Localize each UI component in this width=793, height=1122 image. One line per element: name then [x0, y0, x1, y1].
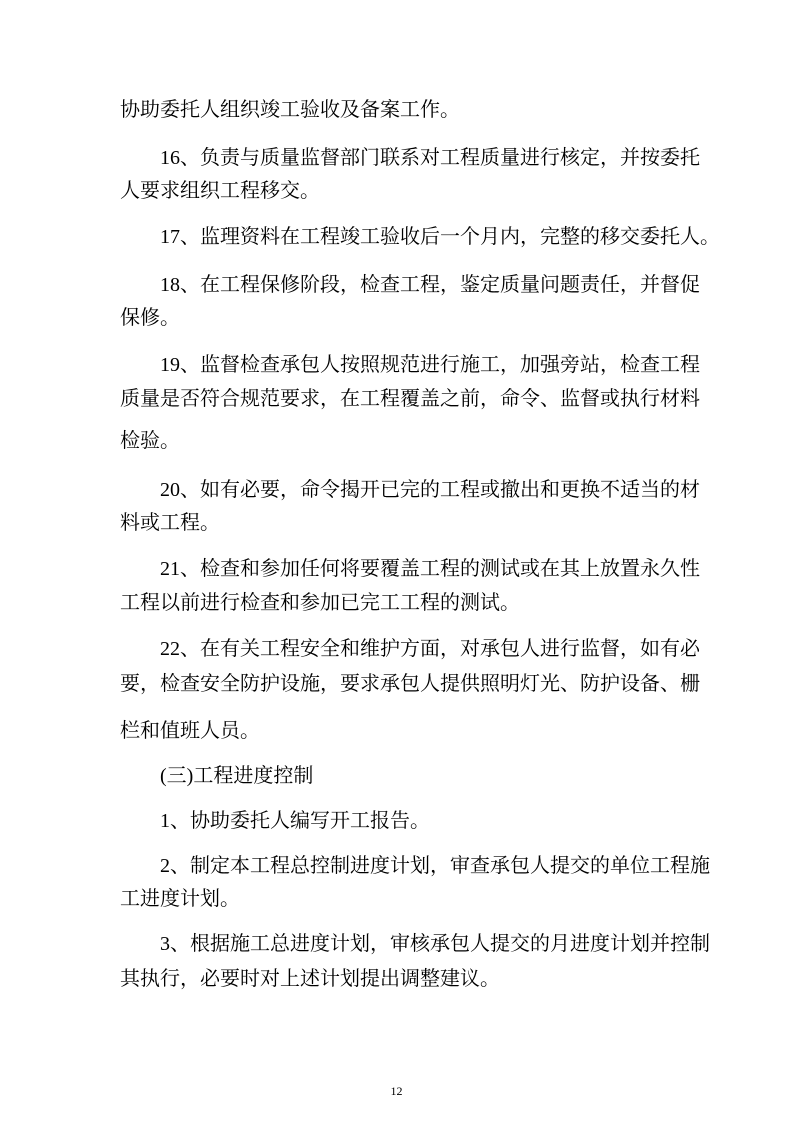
text-line: 19、监督检查承包人按照规范进行施工，加强旁站，检查工程	[160, 354, 700, 376]
text-line: 20、如有必要，命令揭开已完的工程或撤出和更换不适当的材	[160, 479, 700, 501]
text-line: 协助委托人组织竣工验收及备案工作。	[120, 99, 460, 121]
text-line: 21、检查和参加任何将要覆盖工程的测试或在其上放置永久性	[160, 558, 700, 580]
text-line: 检验。	[120, 430, 180, 452]
text-line: 栏和值班人员。	[120, 720, 260, 742]
text-line: 工进度计划。	[120, 888, 240, 910]
text-line: 人要求组织工程移交。	[120, 180, 320, 202]
text-line: 3、根据施工总进度计划，审核承包人提交的月进度计划并控制	[160, 933, 710, 955]
text-line: 1、协助委托人编写开工报告。	[160, 810, 430, 832]
text-line: 工程以前进行检查和参加已完工工程的测试。	[120, 592, 520, 614]
text-line: 质量是否符合规范要求，在工程覆盖之前，命令、监督或执行材料	[120, 388, 700, 410]
text-line: 其执行，必要时对上述计划提出调整建议。	[120, 968, 500, 990]
section-heading: (三)工程进度控制	[160, 765, 314, 787]
text-line: 17、监理资料在工程竣工验收后一个月内，完整的移交委托人。	[160, 226, 720, 248]
text-line: 料或工程。	[120, 512, 220, 534]
text-line: 22、在有关工程安全和维护方面，对承包人进行监督，如有必	[160, 638, 700, 660]
text-line: 18、在工程保修阶段，检查工程，鉴定质量问题责任，并督促	[160, 274, 700, 296]
text-line: 2、制定本工程总控制进度计划，审查承包人提交的单位工程施	[160, 855, 710, 877]
text-line: 16、负责与质量监督部门联系对工程质量进行核定，并按委托	[160, 147, 700, 169]
text-line: 要，检查安全防护设施，要求承包人提供照明灯光、防护设备、栅	[120, 673, 700, 695]
page-number: 12	[390, 1084, 403, 1098]
text-line: 保修。	[120, 307, 180, 329]
